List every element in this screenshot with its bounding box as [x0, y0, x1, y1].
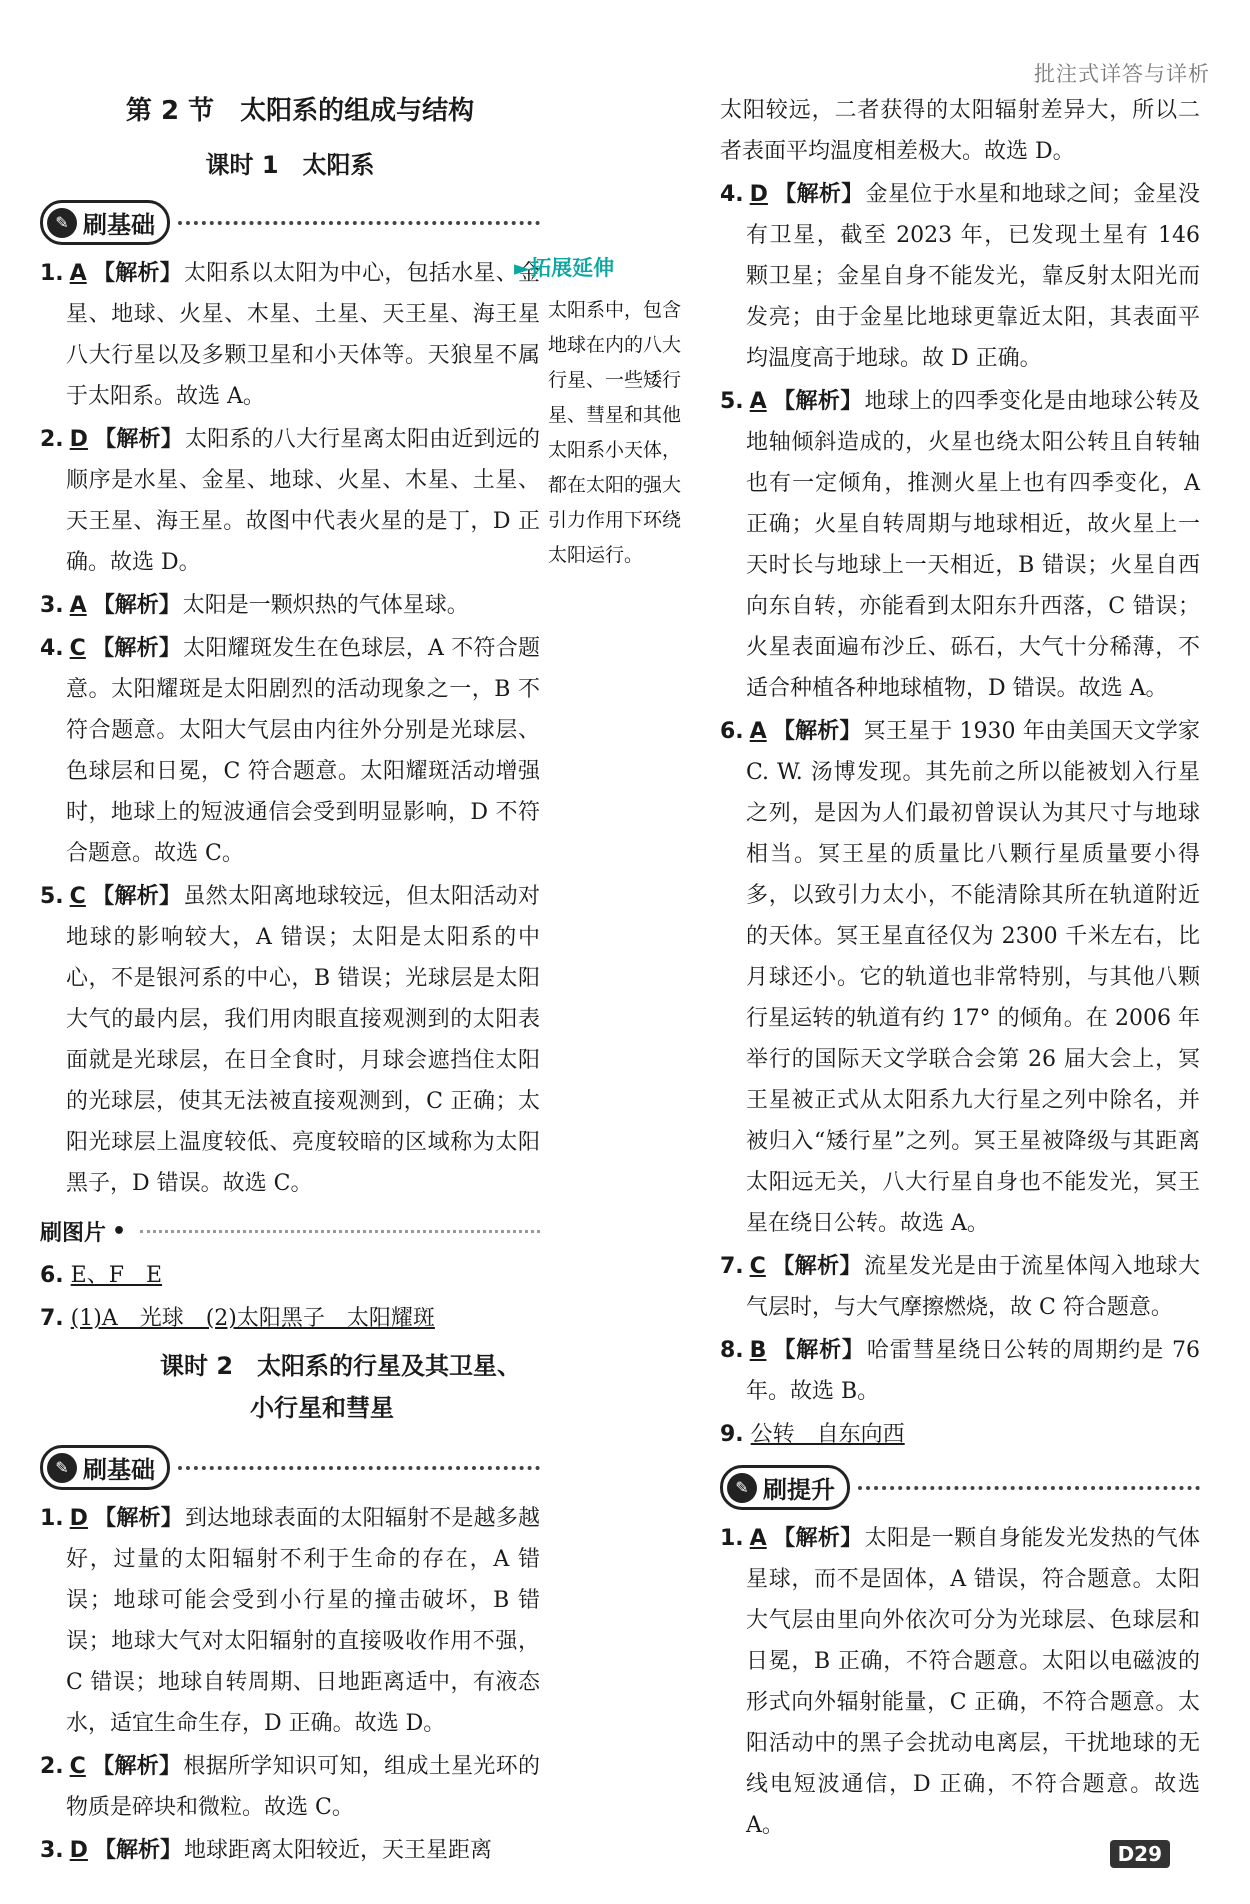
analysis-tag: 【解析】 [91, 636, 182, 661]
answer-item [40, 628, 540, 874]
item-number: 1. [720, 1526, 744, 1551]
answer-item [720, 1518, 1200, 1846]
analysis-tag: 【解析】 [93, 1506, 183, 1531]
banner-basic-1: ✎ 刷基础 [40, 200, 540, 245]
answer-text: 哈雷彗星绕日公转的周期约是 76 年。故选 B。 [746, 1338, 1200, 1404]
answer-letter: D [69, 427, 88, 452]
answer-letter: C [69, 1754, 86, 1779]
picture-answers [40, 1255, 540, 1339]
answer-item [720, 711, 1200, 1244]
analysis-tag: 【解析】 [92, 261, 183, 286]
item-number: 2. [40, 427, 64, 452]
left-column [40, 90, 540, 1873]
answer-letter: A [749, 389, 767, 414]
lesson2-title: 课时 2 太阳系的行星及其卫星、 小行星和彗星 [160, 1352, 522, 1422]
answer-letter: A [749, 719, 767, 744]
answer-text: 根据所学知识可知，组成土星光环的物质是碎块和微粒。故选 C。 [66, 1754, 540, 1820]
item-number: 3. [40, 593, 64, 618]
analysis-tag: 【解析】 [93, 427, 183, 452]
answer-text: 太阳是一颗自身能发光发热的气体星球，而不是固体，A 错误，符合题意。太阳大气层由里向外依次可分为光球层、色球层和日冕，B 正确，不符合题意。太阳以电磁波的形式向外辐射能量，C 正确，不符合题意。太阳活动中的黑子会扰动电离层，干扰地球的无线电短波通信，D 正确，不符合题意。故选 A。 [746, 1526, 1200, 1838]
answer-item [40, 419, 540, 583]
answer-text: 地球上的四季变化是由地球公转及地轴倾斜造成的，火星也绕太阳公转且自转轴也有一定倾角，推测火星上也有四季变化，A 正确；火星自转周期与地球相近，故火星上一天时长与地球上一天相近，B 错误；火星自西向东自转，亦能看到太阳东升西落，C 错误；火星表面遍布沙丘、砾石，大气十分稀薄，不适合种植各种地球植物，D 错误。故选 A。 [746, 389, 1200, 701]
extension-note [514, 250, 686, 573]
answer-item [40, 1498, 540, 1744]
item-number: 7. [720, 1254, 744, 1279]
answer-letter: D [69, 1838, 88, 1863]
answer-text: 虽然太阳离地球较远，但太阳活动对地球的影响较大，A 错误；太阳是太阳系的中心，不是银河系的中心，B 错误；光球层是太阳大气的最内层，我们用肉眼直接观测到的太阳表面就是光球层，在日全食时，月球会遮挡住太阳的光球层，使其无法被直接观测到，C 正确；太阳光球层上温度较低、亮度较暗的区域称为太阳黑子，D 错误。故选 C。 [66, 884, 540, 1196]
answer-item [40, 1255, 540, 1296]
answer-letter: B [749, 1338, 767, 1363]
answer-item [40, 1746, 540, 1828]
brush-icon: ✎ [727, 1473, 757, 1503]
item-number: 6. [40, 1263, 64, 1288]
answer-text: 太阳系的八大行星离太阳由近到远的顺序是水星、金星、地球、火星、木星、土星、天王星、海王星。故图中代表火星的是丁，D 正确。故选 D。 [66, 427, 540, 575]
answer-letter: A [69, 593, 87, 618]
answer-letter: C [69, 884, 86, 909]
answer-text: 金星位于水星和地球之间；金星没有卫星，截至 2023 年，已发现土星有 146 颗卫星；金星自身不能发光，靠反射太阳光而发亮；由于金星比地球更靠近太阳，其表面平均温度高于地球。故 D 正确。 [746, 182, 1200, 371]
item-number: 7. [40, 1306, 64, 1331]
item-number: 4. [40, 636, 64, 661]
answer-letter: D [749, 182, 768, 207]
answer-letter: C [69, 636, 86, 661]
answer-item [40, 876, 540, 1204]
answer-item [40, 585, 540, 626]
picture-head: 刷图片 • [40, 1216, 540, 1247]
answer-item: 9. 公转 自东向西 [720, 1422, 905, 1447]
continued-text: 太阳较远，二者获得的太阳辐射差异大，所以二者表面平均温度相差极大。故选 D。 [720, 98, 1200, 164]
answer-item [40, 1298, 540, 1339]
analysis-tag: 【解析】 [91, 884, 182, 909]
banner-raise: ✎ 刷提升 [720, 1465, 1200, 1510]
answer-text: 冥王星于 1930 年由美国天文学家 C. W. 汤博发现。其先前之所以能被划入行星之列，是因为人们最初曾误认为其尺寸与地球相当。冥王星的质量比八颗行星质量要小得多，以致引力太小，不能清除其所在轨道附近的天体。冥王星直径仅为 2300 千米左右，比月球还小。它的轨道也非常特别，与其他八颗行星运转的轨道有约 17° 的倾角。在 2006 年举行的国际天文学联合会第 26 届大会上，冥王星被正式从太阳系九大行星之列中除名，并被归入“矮行星”之列。冥王星被降级与其距离太阳远无关，八大行星自身也不能发光，冥王星在绕日公转。故选 A。 [746, 719, 1200, 1236]
analysis-tag: 【解析】 [772, 719, 862, 744]
item-number: 1. [40, 261, 64, 286]
answer-text: 地球距离太阳较近，天王星距离 [183, 1838, 492, 1863]
answer-letter: A [749, 1526, 767, 1551]
raise-answers [720, 1518, 1200, 1846]
page-number: D29 [1110, 1840, 1170, 1868]
right-column [720, 90, 1200, 1848]
answer-letter: D [69, 1506, 88, 1531]
section-title: 第 2 节 太阳系的组成与结构 [125, 96, 475, 126]
item-number: 1. [40, 1506, 64, 1531]
answer-text: 流星发光是由于流星体闯入地球大气层时，与大气摩擦燃烧，故 C 符合题意。 [746, 1254, 1200, 1320]
brush-icon: ✎ [47, 208, 77, 238]
analysis-tag: 【解析】 [91, 1754, 182, 1779]
analysis-tag: 【解析】 [772, 1526, 863, 1551]
answer-item [720, 1330, 1200, 1412]
right-answers [720, 174, 1200, 1412]
answer-item [40, 1830, 540, 1871]
answer-text: 到达地球表面的太阳辐射不是越多越好，过量的太阳辐射不利于生命的存在，A 错误；地球可能会受到小行星的撞击破坏，B 错误；地球大气对太阳辐射的直接吸收作用不强，C 错误；地球自转周期、日地距离适中，有液态水，适宜生命生存，D 正确。故选 D。 [66, 1506, 540, 1736]
analysis-tag: 【解析】 [772, 1338, 865, 1363]
answer-item [40, 253, 540, 417]
answer-text: 太阳耀斑发生在色球层，A 不符合题意。太阳耀斑是太阳剧烈的活动现象之一，B 不符合题意。太阳大气层由内往外分别是光球层、色球层和日冕，C 符合题意。太阳耀斑活动增强时，地球上的短波通信会受到明显影响，D 不符合题意。故选 C。 [66, 636, 540, 866]
banner-basic-2: ✎ 刷基础 [40, 1445, 540, 1490]
item-number: 2. [40, 1754, 64, 1779]
item-number: 5. [720, 389, 744, 414]
lesson1-title: 课时 1 太阳系 [205, 151, 375, 179]
item-number: 8. [720, 1338, 744, 1363]
answer-text: E、F E [70, 1263, 163, 1288]
answer-letter: A [69, 261, 87, 286]
brush-icon: ✎ [47, 1453, 77, 1483]
extension-text: 太阳系中，包含地球在内的八大行星、一些矮行星、彗星和其他太阳系小天体，都在太阳的强大引力作用下环绕太阳运行。 [548, 299, 682, 566]
answer-text: 太阳系以太阳为中心，包括水星、金星、地球、火星、木星、土星、天王星、海王星八大行星以及多颗卫星和小天体等。天狼星不属于太阳系。故选 A。 [66, 261, 540, 409]
lesson2-answers [40, 1498, 540, 1871]
analysis-tag: 【解析】 [773, 182, 864, 207]
item-number: 6. [720, 719, 744, 744]
answer-item [720, 174, 1200, 379]
lesson1-answers [40, 253, 540, 1204]
item-number: 4. [720, 182, 744, 207]
answer-item [720, 381, 1200, 709]
analysis-tag: 【解析】 [92, 593, 181, 618]
analysis-tag: 【解析】 [771, 1254, 862, 1279]
answer-text: 太阳是一颗炽热的气体星球。 [182, 593, 469, 618]
item-number: 3. [40, 1838, 64, 1863]
extension-title: ►拓展延伸 [514, 255, 615, 280]
analysis-tag: 【解析】 [93, 1838, 182, 1863]
item-number: 5. [40, 884, 64, 909]
header-label: 批注式详答与详析 [1034, 62, 1210, 86]
answer-letter: C [749, 1254, 766, 1279]
answer-item [720, 1246, 1200, 1328]
answer-text: (1)A 光球 (2)太阳黑子 太阳耀斑 [70, 1306, 435, 1331]
analysis-tag: 【解析】 [772, 389, 863, 414]
